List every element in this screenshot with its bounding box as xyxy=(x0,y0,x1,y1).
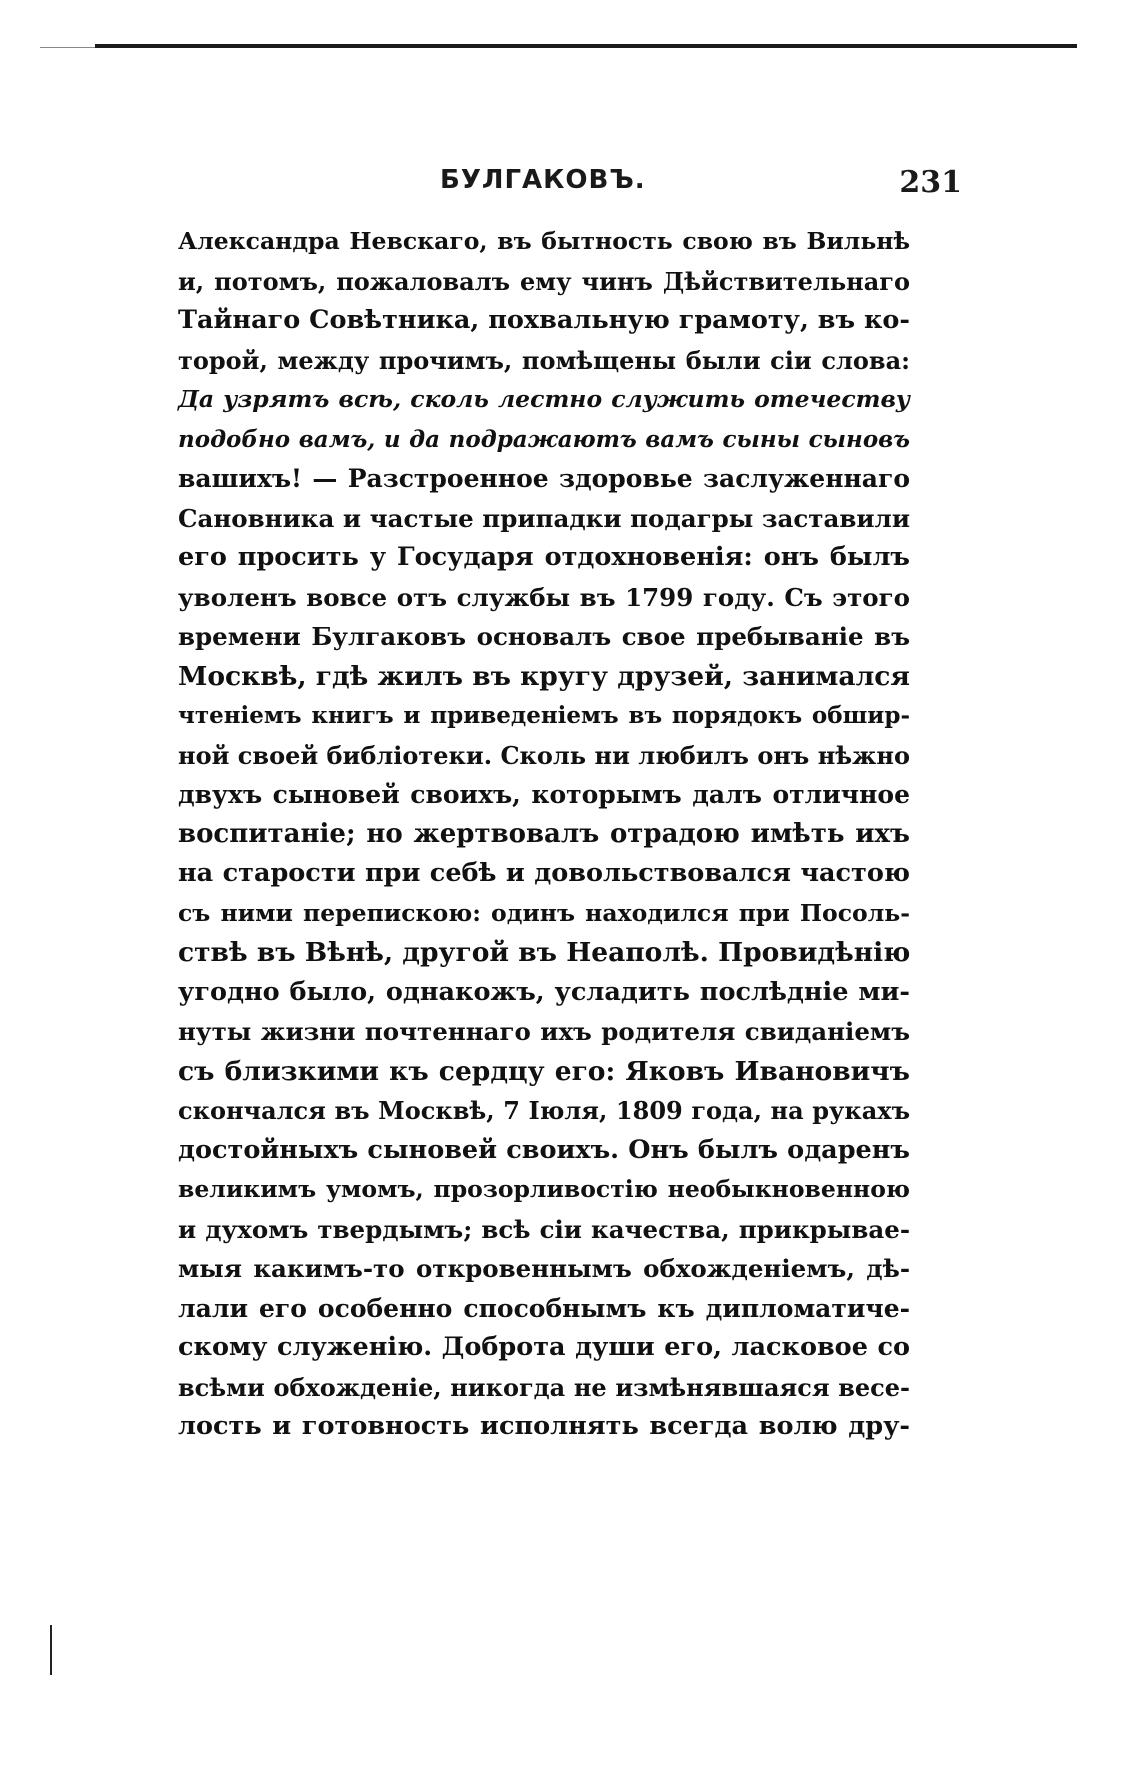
top-rule xyxy=(95,44,1077,48)
text-line: времени Булгаковъ основалъ свое пребываніе въ xyxy=(178,622,910,651)
text-line: ной своей библіотеки. Сколь ни любилъ онъ нѣжно xyxy=(178,740,910,770)
text-line: торой, между прочимъ, помѣщены были сіи слова: xyxy=(178,345,910,375)
top-rule-faint xyxy=(40,47,95,48)
text-line: вашихъ! — Разстроенное здоровье заслуженнаго xyxy=(178,464,910,493)
text-line: ствѣ въ Вѣнѣ, другой въ Неаполѣ. Провидѣнію xyxy=(178,937,911,968)
page-header xyxy=(440,165,962,205)
text-line: лость и готовность исполнять всегда волю дру- xyxy=(178,1411,910,1441)
text-line: мыя какимъ-то откровеннымъ обхожденіемъ, дѣ- xyxy=(178,1254,910,1283)
text-line: нуты жизни почтеннаго ихъ родителя свиданіемъ xyxy=(178,1017,910,1046)
text-line: чтеніемъ книгъ и приведеніемъ въ порядокъ обшир- xyxy=(178,702,910,729)
text-line: великимъ умомъ, прозорливостію необыкновенною xyxy=(178,1175,910,1203)
body-text xyxy=(178,222,910,1447)
text-line: двухъ сыновей своихъ, которымъ далъ отличное xyxy=(178,780,910,809)
text-line: лали его особенно способнымъ къ дипломатиче- xyxy=(178,1293,910,1323)
text-line-italic: подобно вамъ, и да подражаютъ вамъ сыны сыновъ xyxy=(178,425,910,453)
running-head: БУЛГАКОВЪ. xyxy=(440,165,646,195)
text-line: уволенъ вовсе отъ службы въ 1799 году. Съ этого xyxy=(178,582,910,612)
text-line: Александра Невскаго, въ бытность свою въ Вильнѣ xyxy=(178,227,910,255)
text-line: и духомъ твердымъ; всѣ сіи качества, прикрывае- xyxy=(178,1214,910,1244)
text-line: съ близкими къ сердцу его: Яковъ Ивановичъ xyxy=(178,1055,910,1087)
text-line: достойныхъ сыновей своихъ. Онъ былъ одаренъ xyxy=(178,1134,910,1165)
text-line: всѣми обхожденіе, никогда не измѣнявшаяся весе- xyxy=(178,1372,910,1402)
text-line: воспитаніе; но жертвовалъ отрадою имѣть ихъ xyxy=(178,818,910,849)
text-line: скому служенію. Доброта души его, ласковое со xyxy=(178,1332,910,1362)
text-line: съ ними перепискою: одинъ находился при Посоль- xyxy=(178,898,910,927)
text-line: Тайнаго Совѣтника, похвальную грамоту, въ ко- xyxy=(178,305,910,335)
text-line: Москвѣ, гдѣ жилъ въ кругу друзей, занимался xyxy=(178,660,910,692)
margin-mark xyxy=(50,1625,52,1675)
text-line: на старости при себѣ и довольствовался частою xyxy=(178,858,910,888)
text-line: скончался въ Москвѣ, 7 Іюля, 1809 года, на рукахъ xyxy=(178,1096,910,1125)
text-line: Сановника и частые припадки подагры заставили xyxy=(178,503,910,533)
text-line: и, потомъ, пожаловалъ ему чинъ Дѣйствительнаго xyxy=(178,266,910,296)
page-number: 231 xyxy=(899,165,962,200)
text-line: угодно было, однакожъ, усладить послѣдніе ми- xyxy=(178,976,910,1007)
text-line-italic: Да узрятъ всѣ, сколь лестно служить отечеству xyxy=(178,385,910,413)
text-line: его просить у Государя отдохновенія: онъ былъ xyxy=(178,542,910,572)
